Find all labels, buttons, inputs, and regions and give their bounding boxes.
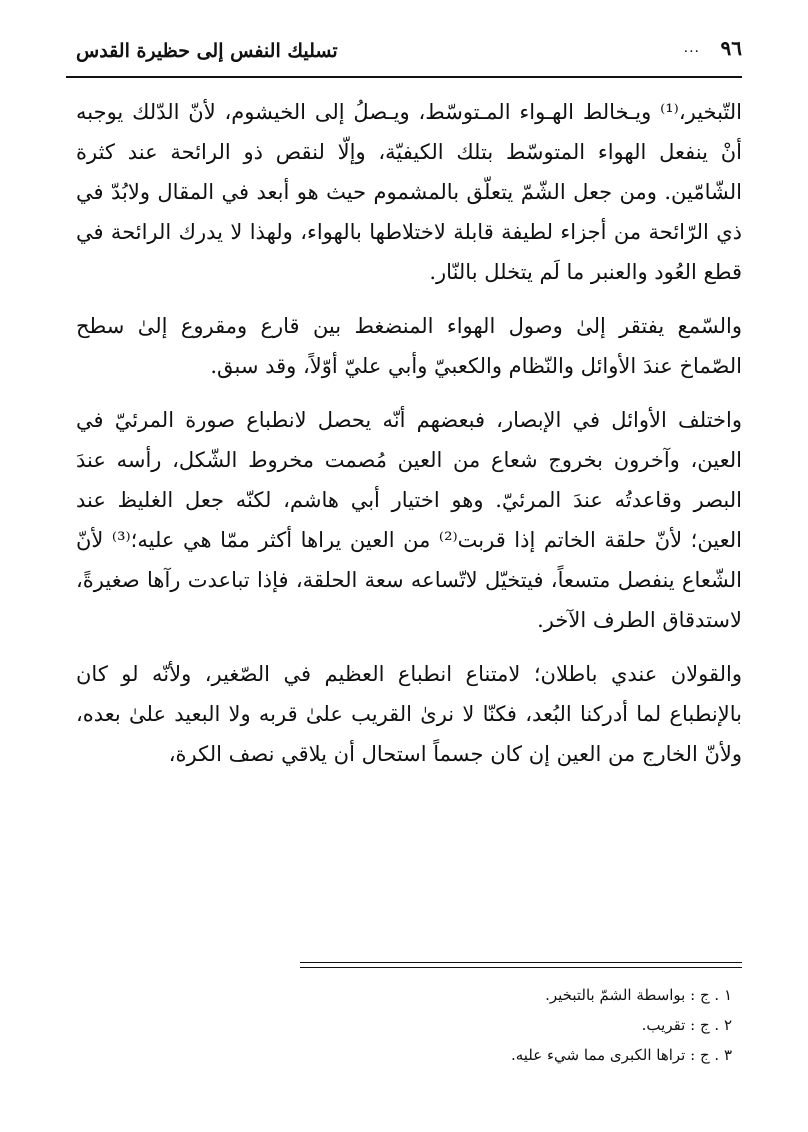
footnote-separator-inner (300, 967, 742, 968)
paragraph: والقولان عندي باطلان؛ لامتناع انطباع العظيم في الصّغير، ولأنّه لو كان بالإنطباع لما أدركنا البُعد، فكنّا لا نرىٰ القريب علىٰ قربه ولا البعيد علىٰ بعده، ولأنّ الخارج من العين إن كان جسماً استحال أن يلاقي نصف الكرة، (76, 662, 742, 766)
footnote: ٣ . ج : تراها الكبرى مما شيء عليه. (510, 1046, 732, 1064)
page-header (66, 30, 742, 70)
main-text (76, 92, 742, 788)
page-number: ٩٦ (720, 36, 742, 60)
paragraph: والسّمع يفتقر إلىٰ وصول الهواء المنضغط بين قارع ومقروع إلىٰ سطح الصّماخ عندَ الأوائل والنّظام والكعبيّ وأبي عليّ أوّلاً، وقد سبق. (76, 314, 742, 378)
header-rule (66, 76, 742, 78)
paragraph: التّبخير،⁽¹⁾ ويـخالط الهـواء المـتوسّط، ويـصلُ إلى الخيشوم، لأنّ الدّلك يوجبه أنْ ينفعل الهواء المتوسّط بتلك الكيفيّة، وإلّا لنقص ذو الرائحة عند كثرة الشّامّين. ومن جعل الشّمّ يتعلّق بالمشموم حيث هو أبعد في المقال ولابُدّ في ذي الرّائحة من أجزاء لطيفة قابلة لاختلاطها بالهواء، ولهذا لا يدرك الرائحة في قطع العُود والعنبر ما لَم يتخلل بالنّار. (76, 100, 742, 284)
running-title: تسليك النفس إلى حظيرة القدس (76, 40, 338, 62)
paragraph: واختلف الأوائل في الإبصار، فبعضهم أنّه يحصل لانطباع صورة المرئيّ في العين، وآخرون بخروج شعاع من العين مُصمت مخروط الشّكل، رأسه عندَ البصر وقاعدتُه عندَ المرئيّ. وهو اختيار أبي هاشم، لكنّه جعل الغليظ عند العين؛ لأنّ حلقة الخاتم إذا قربت⁽²⁾ من العين يراها أكثر ممّا هي عليه؛⁽³⁾ لأنّ الشّعاع ينفصل متسعاً، فيتخيّل لاتّساعه سعة الحلقة، فإذا تباعدت رآها صغيرةً، لاستدقاق الطرف الآخر. (76, 408, 743, 632)
footnote: ٢ . ج : تقريب. (641, 1016, 732, 1034)
page-number-dots: ... (683, 40, 700, 56)
footnotes (300, 980, 732, 1070)
footnote: ١ . ج : بواسطة الشمّ بالتبخير. (545, 986, 732, 1004)
footnote-separator (300, 962, 742, 963)
